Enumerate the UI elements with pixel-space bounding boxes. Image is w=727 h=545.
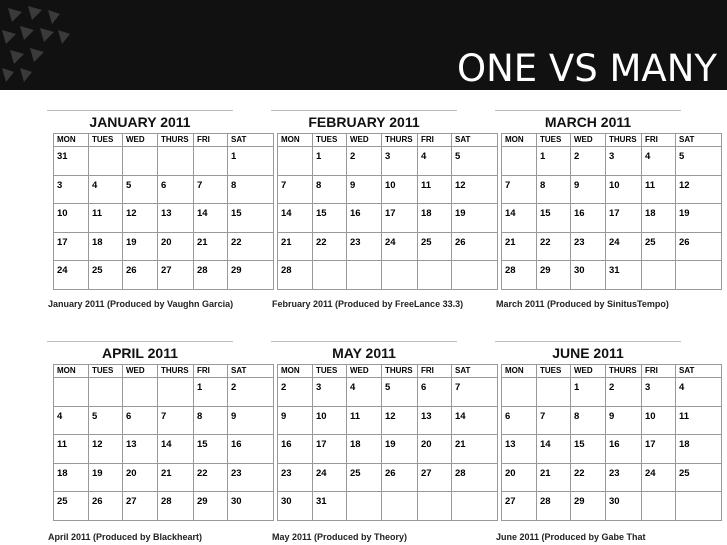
day-cell: 18 bbox=[347, 435, 382, 464]
day-cell: 19 bbox=[123, 232, 158, 261]
day-cell: 3 bbox=[382, 147, 418, 176]
day-cell: 4 bbox=[642, 147, 676, 176]
day-cell: 17 bbox=[313, 435, 347, 464]
day-cell: 4 bbox=[676, 378, 722, 407]
day-cell: 23 bbox=[228, 463, 274, 492]
week-row bbox=[278, 406, 498, 435]
day-cell: 11 bbox=[54, 435, 89, 464]
day-cell bbox=[502, 378, 537, 407]
day-cell: 10 bbox=[313, 406, 347, 435]
week-row bbox=[54, 232, 274, 261]
day-cell: 28 bbox=[278, 261, 313, 290]
weekday-header: SAT bbox=[452, 365, 498, 378]
day-cell: 18 bbox=[89, 232, 123, 261]
day-cell bbox=[418, 261, 452, 290]
day-cell: 1 bbox=[228, 147, 274, 176]
calendar-march bbox=[495, 110, 695, 290]
weekday-header: THURS bbox=[158, 365, 194, 378]
day-cell: 25 bbox=[676, 463, 722, 492]
day-cell bbox=[642, 261, 676, 290]
day-cell: 12 bbox=[452, 175, 498, 204]
day-cell: 29 bbox=[571, 492, 606, 521]
calendar-grid bbox=[277, 364, 498, 521]
day-cell: 10 bbox=[642, 406, 676, 435]
day-cell bbox=[347, 492, 382, 521]
weekday-header: TUES bbox=[537, 134, 571, 147]
weekday-header: THURS bbox=[382, 134, 418, 147]
calendar-june bbox=[495, 341, 695, 521]
day-cell: 8 bbox=[571, 406, 606, 435]
calendar-grid-clip bbox=[495, 110, 695, 280]
calendar-title: MARCH 2011 bbox=[495, 110, 681, 133]
calendar-january bbox=[47, 110, 247, 290]
day-cell: 9 bbox=[228, 406, 274, 435]
week-row bbox=[54, 261, 274, 290]
day-cell: 22 bbox=[228, 232, 274, 261]
day-cell: 31 bbox=[606, 261, 642, 290]
triangle-pattern-icon bbox=[0, 0, 80, 90]
week-row bbox=[502, 378, 722, 407]
week-row bbox=[278, 435, 498, 464]
week-row bbox=[502, 175, 722, 204]
day-cell: 1 bbox=[313, 147, 347, 176]
calendar-grid-clip bbox=[47, 341, 247, 511]
calendar-caption: January 2011 (Produced by Vaughn Garcia) bbox=[48, 299, 234, 309]
day-cell: 11 bbox=[676, 406, 722, 435]
day-cell: 19 bbox=[382, 435, 418, 464]
day-cell bbox=[452, 492, 498, 521]
day-cell: 16 bbox=[278, 435, 313, 464]
weekday-header: FRI bbox=[418, 365, 452, 378]
calendar-title: FEBRUARY 2011 bbox=[271, 110, 457, 133]
day-cell bbox=[382, 492, 418, 521]
day-cell bbox=[313, 261, 347, 290]
weekday-header: WED bbox=[571, 134, 606, 147]
day-cell: 3 bbox=[642, 378, 676, 407]
day-cell: 9 bbox=[606, 406, 642, 435]
week-row bbox=[278, 175, 498, 204]
day-cell: 22 bbox=[571, 463, 606, 492]
day-cell: 29 bbox=[537, 261, 571, 290]
week-row bbox=[54, 378, 274, 407]
day-cell bbox=[123, 378, 158, 407]
day-cell: 2 bbox=[228, 378, 274, 407]
weekday-header: WED bbox=[571, 365, 606, 378]
weekday-header: MON bbox=[54, 134, 89, 147]
calendar-grid bbox=[277, 133, 498, 290]
calendar-grid-clip bbox=[495, 341, 695, 511]
day-cell: 9 bbox=[571, 175, 606, 204]
day-cell bbox=[642, 492, 676, 521]
day-cell: 2 bbox=[571, 147, 606, 176]
week-row bbox=[54, 204, 274, 233]
day-cell bbox=[158, 378, 194, 407]
day-cell: 30 bbox=[278, 492, 313, 521]
day-cell bbox=[537, 378, 571, 407]
calendar-grid-clip bbox=[271, 110, 471, 280]
day-cell: 24 bbox=[642, 463, 676, 492]
calendar-grid bbox=[53, 364, 274, 521]
day-cell: 24 bbox=[54, 261, 89, 290]
day-cell bbox=[347, 261, 382, 290]
day-cell: 19 bbox=[676, 204, 722, 233]
day-cell: 5 bbox=[89, 406, 123, 435]
day-cell: 19 bbox=[452, 204, 498, 233]
day-cell: 28 bbox=[502, 261, 537, 290]
calendar-title: JUNE 2011 bbox=[495, 341, 681, 364]
day-cell: 26 bbox=[123, 261, 158, 290]
calendar-grid-clip bbox=[47, 110, 247, 280]
weekday-header: MON bbox=[502, 365, 537, 378]
day-cell bbox=[194, 147, 228, 176]
day-cell: 31 bbox=[313, 492, 347, 521]
day-cell bbox=[502, 147, 537, 176]
day-cell: 8 bbox=[228, 175, 274, 204]
day-cell: 25 bbox=[418, 232, 452, 261]
day-cell: 23 bbox=[606, 463, 642, 492]
weekday-header: MON bbox=[54, 365, 89, 378]
day-cell: 21 bbox=[537, 463, 571, 492]
day-cell: 17 bbox=[382, 204, 418, 233]
day-cell: 2 bbox=[278, 378, 313, 407]
day-cell: 4 bbox=[418, 147, 452, 176]
weekday-header: MON bbox=[278, 365, 313, 378]
day-cell: 20 bbox=[123, 463, 158, 492]
day-cell bbox=[676, 261, 722, 290]
day-cell bbox=[418, 492, 452, 521]
day-cell: 14 bbox=[158, 435, 194, 464]
day-cell: 10 bbox=[382, 175, 418, 204]
day-cell: 12 bbox=[382, 406, 418, 435]
header-bar bbox=[0, 0, 727, 90]
day-cell: 21 bbox=[158, 463, 194, 492]
weekday-header: TUES bbox=[313, 365, 347, 378]
day-cell: 19 bbox=[89, 463, 123, 492]
day-cell: 13 bbox=[418, 406, 452, 435]
weekday-header: THURS bbox=[382, 365, 418, 378]
day-cell: 23 bbox=[347, 232, 382, 261]
week-row bbox=[278, 378, 498, 407]
day-cell: 27 bbox=[123, 492, 158, 521]
day-cell: 8 bbox=[194, 406, 228, 435]
day-cell: 22 bbox=[537, 232, 571, 261]
calendar-title: MAY 2011 bbox=[271, 341, 457, 364]
day-cell: 8 bbox=[313, 175, 347, 204]
day-cell: 18 bbox=[54, 463, 89, 492]
day-cell: 17 bbox=[54, 232, 89, 261]
day-cell: 26 bbox=[89, 492, 123, 521]
day-cell: 11 bbox=[89, 204, 123, 233]
weekday-header: FRI bbox=[642, 365, 676, 378]
weekday-header: WED bbox=[123, 134, 158, 147]
day-cell: 31 bbox=[54, 147, 89, 176]
weekday-header: FRI bbox=[642, 134, 676, 147]
week-row bbox=[502, 232, 722, 261]
day-cell: 5 bbox=[452, 147, 498, 176]
day-cell: 11 bbox=[642, 175, 676, 204]
day-cell: 15 bbox=[194, 435, 228, 464]
weekday-header: TUES bbox=[89, 365, 123, 378]
day-cell: 21 bbox=[278, 232, 313, 261]
day-cell: 25 bbox=[642, 232, 676, 261]
day-cell: 28 bbox=[194, 261, 228, 290]
day-cell: 12 bbox=[123, 204, 158, 233]
week-row bbox=[502, 261, 722, 290]
day-cell: 14 bbox=[537, 435, 571, 464]
calendar-may bbox=[271, 341, 471, 521]
weekday-header: TUES bbox=[89, 134, 123, 147]
day-cell: 16 bbox=[571, 204, 606, 233]
day-cell: 21 bbox=[452, 435, 498, 464]
day-cell: 29 bbox=[194, 492, 228, 521]
week-row bbox=[502, 147, 722, 176]
day-cell: 15 bbox=[571, 435, 606, 464]
day-cell: 7 bbox=[278, 175, 313, 204]
day-cell: 6 bbox=[123, 406, 158, 435]
week-row bbox=[54, 492, 274, 521]
day-cell: 7 bbox=[502, 175, 537, 204]
page-title: ONE VS MANY bbox=[456, 47, 717, 90]
weekday-header: TUES bbox=[313, 134, 347, 147]
day-cell: 23 bbox=[278, 463, 313, 492]
day-cell: 27 bbox=[158, 261, 194, 290]
day-cell: 18 bbox=[642, 204, 676, 233]
day-cell: 28 bbox=[537, 492, 571, 521]
weekday-header: WED bbox=[347, 365, 382, 378]
weekday-header: WED bbox=[123, 365, 158, 378]
day-cell: 28 bbox=[158, 492, 194, 521]
day-cell: 17 bbox=[642, 435, 676, 464]
day-cell: 26 bbox=[452, 232, 498, 261]
day-cell: 30 bbox=[228, 492, 274, 521]
day-cell: 22 bbox=[194, 463, 228, 492]
day-cell: 13 bbox=[502, 435, 537, 464]
day-cell: 1 bbox=[571, 378, 606, 407]
weekday-header: FRI bbox=[194, 134, 228, 147]
calendar-title: APRIL 2011 bbox=[47, 341, 233, 364]
day-cell: 24 bbox=[382, 232, 418, 261]
day-cell: 25 bbox=[347, 463, 382, 492]
week-row bbox=[502, 463, 722, 492]
weekday-header: THURS bbox=[606, 134, 642, 147]
day-cell: 3 bbox=[313, 378, 347, 407]
day-cell bbox=[382, 261, 418, 290]
week-row bbox=[278, 463, 498, 492]
day-cell: 30 bbox=[606, 492, 642, 521]
day-cell: 3 bbox=[54, 175, 89, 204]
day-cell: 17 bbox=[606, 204, 642, 233]
day-cell: 8 bbox=[537, 175, 571, 204]
day-cell: 9 bbox=[347, 175, 382, 204]
weekday-header: SAT bbox=[676, 365, 722, 378]
day-cell: 16 bbox=[228, 435, 274, 464]
week-row bbox=[278, 232, 498, 261]
day-cell: 4 bbox=[347, 378, 382, 407]
weekday-header: SAT bbox=[452, 134, 498, 147]
week-row bbox=[278, 261, 498, 290]
weekday-header: MON bbox=[278, 134, 313, 147]
day-cell: 27 bbox=[502, 492, 537, 521]
week-row bbox=[502, 492, 722, 521]
day-cell: 11 bbox=[418, 175, 452, 204]
day-cell: 15 bbox=[228, 204, 274, 233]
week-row bbox=[54, 406, 274, 435]
calendar-caption: May 2011 (Produced by Theory) bbox=[272, 532, 408, 542]
week-row bbox=[54, 175, 274, 204]
day-cell: 13 bbox=[158, 204, 194, 233]
day-cell: 9 bbox=[278, 406, 313, 435]
day-cell bbox=[676, 492, 722, 521]
day-cell: 1 bbox=[537, 147, 571, 176]
day-cell: 10 bbox=[606, 175, 642, 204]
day-cell: 12 bbox=[676, 175, 722, 204]
day-cell: 5 bbox=[676, 147, 722, 176]
day-cell: 25 bbox=[89, 261, 123, 290]
calendar-caption: March 2011 (Produced by SinitusTempo) bbox=[496, 299, 669, 309]
calendar-caption: April 2011 (Produced by Blackheart) bbox=[48, 532, 203, 542]
day-cell: 6 bbox=[502, 406, 537, 435]
calendar-caption: February 2011 (Produced by FreeLance 33.3) bbox=[272, 299, 464, 309]
day-cell: 21 bbox=[194, 232, 228, 261]
weekday-header: FRI bbox=[418, 134, 452, 147]
week-row bbox=[502, 435, 722, 464]
day-cell: 26 bbox=[676, 232, 722, 261]
day-cell: 6 bbox=[418, 378, 452, 407]
week-row bbox=[54, 463, 274, 492]
day-cell: 20 bbox=[502, 463, 537, 492]
day-cell: 7 bbox=[452, 378, 498, 407]
day-cell: 25 bbox=[54, 492, 89, 521]
day-cell bbox=[158, 147, 194, 176]
day-cell bbox=[89, 378, 123, 407]
calendar-grid-clip bbox=[271, 341, 471, 511]
calendar-grid bbox=[501, 364, 722, 521]
day-cell: 20 bbox=[418, 435, 452, 464]
day-cell: 5 bbox=[382, 378, 418, 407]
calendar-april bbox=[47, 341, 247, 521]
day-cell: 18 bbox=[676, 435, 722, 464]
weekday-header: SAT bbox=[676, 134, 722, 147]
day-cell: 18 bbox=[418, 204, 452, 233]
week-row bbox=[54, 147, 274, 176]
day-cell: 1 bbox=[194, 378, 228, 407]
week-row bbox=[502, 204, 722, 233]
weekday-header: SAT bbox=[228, 134, 274, 147]
day-cell: 11 bbox=[347, 406, 382, 435]
day-cell bbox=[54, 378, 89, 407]
day-cell: 7 bbox=[194, 175, 228, 204]
week-row bbox=[54, 435, 274, 464]
day-cell: 15 bbox=[313, 204, 347, 233]
day-cell: 16 bbox=[606, 435, 642, 464]
day-cell: 29 bbox=[228, 261, 274, 290]
week-row bbox=[278, 492, 498, 521]
day-cell: 4 bbox=[89, 175, 123, 204]
week-row bbox=[502, 406, 722, 435]
day-cell: 7 bbox=[537, 406, 571, 435]
day-cell: 20 bbox=[158, 232, 194, 261]
day-cell: 30 bbox=[571, 261, 606, 290]
week-row bbox=[278, 147, 498, 176]
day-cell: 2 bbox=[347, 147, 382, 176]
day-cell: 4 bbox=[54, 406, 89, 435]
day-cell: 2 bbox=[606, 378, 642, 407]
week-row bbox=[278, 204, 498, 233]
weekday-header: TUES bbox=[537, 365, 571, 378]
day-cell: 3 bbox=[606, 147, 642, 176]
day-cell: 14 bbox=[278, 204, 313, 233]
day-cell: 7 bbox=[158, 406, 194, 435]
day-cell: 22 bbox=[313, 232, 347, 261]
day-cell: 24 bbox=[313, 463, 347, 492]
calendar-february bbox=[271, 110, 471, 290]
day-cell: 6 bbox=[158, 175, 194, 204]
day-cell: 10 bbox=[54, 204, 89, 233]
day-cell: 16 bbox=[347, 204, 382, 233]
calendar-grid bbox=[501, 133, 722, 290]
calendar-caption: June 2011 (Produced by Gabe That bbox=[496, 532, 646, 542]
day-cell bbox=[452, 261, 498, 290]
day-cell: 21 bbox=[502, 232, 537, 261]
weekday-header: MON bbox=[502, 134, 537, 147]
weekday-header: THURS bbox=[158, 134, 194, 147]
day-cell: 23 bbox=[571, 232, 606, 261]
day-cell bbox=[278, 147, 313, 176]
day-cell: 14 bbox=[502, 204, 537, 233]
day-cell bbox=[123, 147, 158, 176]
weekday-header: WED bbox=[347, 134, 382, 147]
day-cell: 27 bbox=[418, 463, 452, 492]
day-cell: 14 bbox=[194, 204, 228, 233]
day-cell: 26 bbox=[382, 463, 418, 492]
day-cell: 24 bbox=[606, 232, 642, 261]
weekday-header: THURS bbox=[606, 365, 642, 378]
day-cell: 14 bbox=[452, 406, 498, 435]
calendar-grid bbox=[53, 133, 274, 290]
day-cell bbox=[89, 147, 123, 176]
day-cell: 28 bbox=[452, 463, 498, 492]
day-cell: 15 bbox=[537, 204, 571, 233]
weekday-header: FRI bbox=[194, 365, 228, 378]
calendar-title: JANUARY 2011 bbox=[47, 110, 233, 133]
day-cell: 5 bbox=[123, 175, 158, 204]
day-cell: 12 bbox=[89, 435, 123, 464]
weekday-header: SAT bbox=[228, 365, 274, 378]
day-cell: 13 bbox=[123, 435, 158, 464]
